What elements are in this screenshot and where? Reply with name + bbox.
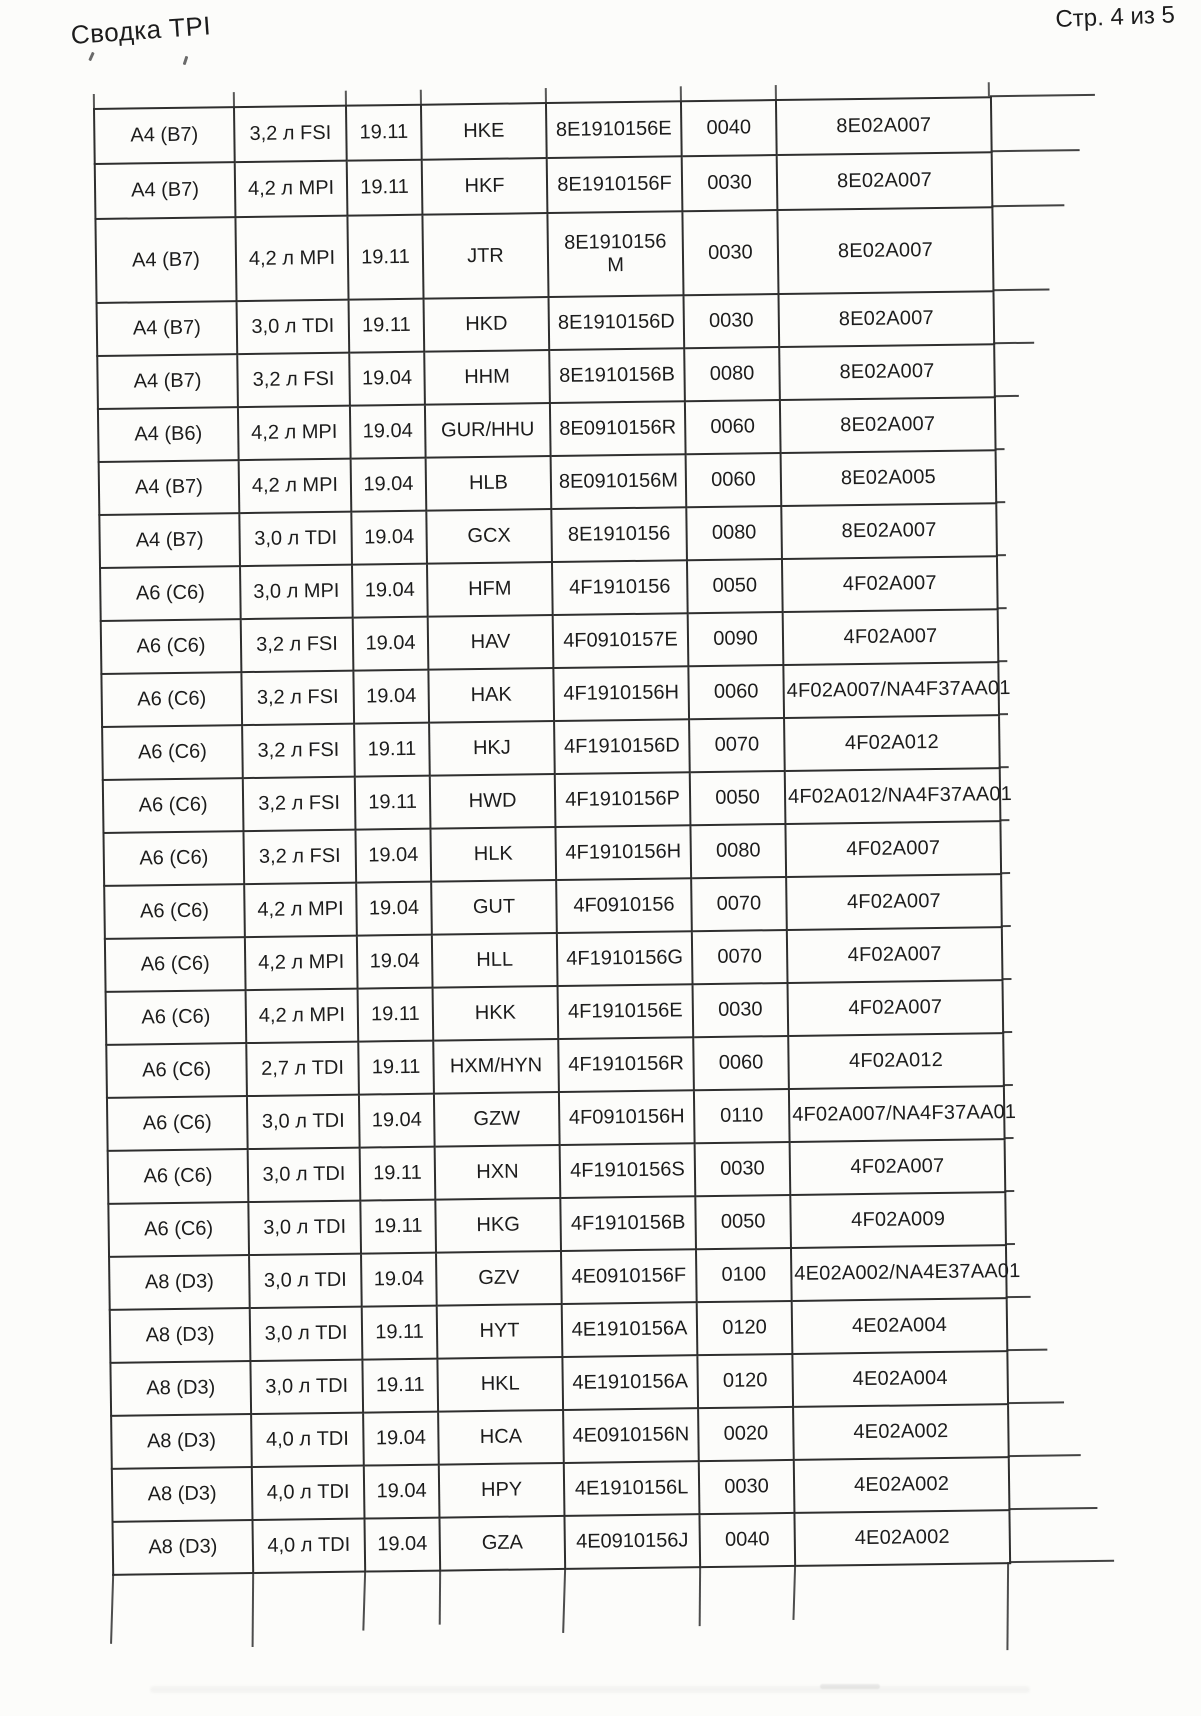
table-cell: 0080: [686, 506, 782, 560]
table-cell: HWD: [430, 774, 556, 829]
table-cell: 0080: [684, 347, 780, 401]
scan-line-stub: [233, 92, 235, 106]
table-cell: 4F1910156H: [555, 825, 691, 880]
table-cell: 19.11: [354, 723, 430, 777]
table-cell: 4E0910156N: [563, 1408, 699, 1463]
table-cell: 4F1910156G: [557, 931, 693, 986]
scan-line-stub: [545, 88, 547, 102]
table-cell: A8 (D3): [110, 1308, 251, 1363]
table-cell: 0120: [697, 1354, 793, 1408]
table-cell: 0060: [693, 1036, 789, 1090]
table-cell: GUR/HHU: [425, 403, 551, 458]
table-cell: A6 (C6): [108, 1149, 249, 1204]
table-cell: 4,2 л MPI: [245, 936, 358, 990]
table-cell: HCA: [438, 1410, 564, 1465]
table-cell: 19.04: [353, 617, 429, 671]
table-cell: 4,2 л MPI: [239, 459, 352, 513]
table-cell: 3,0 л TDI: [248, 1148, 361, 1202]
table-cell: HAV: [428, 615, 554, 670]
table-cell: GZW: [434, 1092, 560, 1147]
table-cell: JTR: [422, 213, 548, 299]
table-cell: 8E1910156D: [549, 295, 685, 350]
table-cell: A4 (B7): [99, 460, 240, 515]
table-cell: A6 (C6): [103, 778, 244, 833]
table-cell: 3,2 л FSI: [243, 777, 356, 831]
scan-line-overshoot: [996, 554, 1006, 556]
table-cell: 4,0 л TDI: [252, 1519, 365, 1573]
scan-line-overshoot: [995, 448, 1005, 450]
table-cell: 19.04: [357, 935, 433, 989]
table-cell: 19.11: [362, 1306, 438, 1360]
table-cell: A6 (C6): [104, 884, 245, 939]
table-cell: HAK: [428, 668, 554, 723]
table-cell: 0050: [695, 1195, 791, 1249]
scan-line-overshoot: [997, 660, 1007, 662]
table-cell: 4F0910157E: [553, 613, 689, 668]
table-cell: 0020: [698, 1407, 794, 1461]
table-cell: 0070: [689, 718, 785, 772]
table-cell: 4F1910156P: [555, 772, 691, 827]
table-cell: 4F0910156H: [559, 1090, 695, 1145]
table-cell: A4 (B7): [95, 162, 236, 219]
table-cell: A6 (C6): [103, 831, 244, 886]
table-cell: 4F02A007: [785, 821, 1001, 877]
scan-line-overshoot: [1001, 925, 1011, 927]
table-cell: 4F02A007/NA4F37AA01: [789, 1086, 1005, 1142]
scan-line-overshoot: [994, 395, 1019, 397]
table-cell: 19.04: [353, 670, 429, 724]
scan-line-tail: [439, 1570, 441, 1625]
page-number-indicator: Стр. 4 из 5: [1054, 1, 1176, 34]
table-cell: GUT: [431, 880, 557, 935]
table-cell: 19.04: [364, 1518, 440, 1572]
scan-line-overshoot: [992, 288, 1049, 291]
table-cell: 4E02A002: [794, 1457, 1010, 1513]
table-cell: 4E02A002: [793, 1404, 1009, 1460]
table-cell: 19.04: [359, 1094, 435, 1148]
table-cell: 0060: [685, 400, 781, 454]
scan-line-overshoot: [999, 819, 1009, 821]
table-cell: 19.04: [355, 829, 431, 883]
table-cell: 4F02A007: [788, 980, 1004, 1036]
table-cell: HFM: [427, 562, 553, 617]
table-cell: 19.11: [360, 1147, 436, 1201]
table-cell: 4F02A007/NA4F37AA01: [783, 662, 999, 718]
table-cell: A4 (B7): [97, 301, 238, 356]
scan-line-tail: [699, 1566, 701, 1626]
table-cell: 19.11: [347, 215, 423, 300]
table-cell: 8E1910156F: [547, 156, 683, 213]
table-cell: HYT: [437, 1304, 563, 1359]
table-cell: 4F02A007: [783, 609, 999, 665]
table-cell: 4F02A012/NA4F37AA01: [785, 768, 1001, 824]
table-cell: HKD: [424, 297, 550, 352]
table-cell: 0060: [688, 665, 784, 719]
table-cell: 8E1910156 M: [547, 211, 683, 297]
table-cell: 3,0 л TDI: [247, 1095, 360, 1149]
scan-line-overshoot: [990, 94, 1095, 97]
table-cell: A8 (D3): [109, 1255, 250, 1310]
scan-line-stub: [680, 86, 682, 100]
scan-line-overshoot: [995, 501, 1005, 503]
scan-line-overshoot: [998, 713, 1008, 715]
table-cell: HKF: [422, 158, 548, 215]
table-cell: 0110: [694, 1089, 790, 1143]
table-cell: 3,2 л FSI: [243, 830, 356, 884]
table-cell: 19.11: [360, 1200, 436, 1254]
table-cell: HKE: [421, 103, 547, 160]
table-cell: HXN: [435, 1145, 561, 1200]
scan-line-tail: [252, 1572, 255, 1647]
scan-line-tail: [1006, 1562, 1009, 1650]
table-cell: 3,0 л MPI: [240, 565, 353, 619]
table-cell: A4 (B7): [95, 217, 236, 303]
table-cell: 19.11: [358, 1041, 434, 1095]
table-cell: A4 (B6): [98, 407, 239, 462]
table-cell: 19.04: [352, 564, 428, 618]
table-cell: 0090: [688, 612, 784, 666]
table-cell: 0120: [697, 1301, 793, 1355]
table-cell: A8 (D3): [111, 1414, 252, 1469]
table-cell: 19.04: [363, 1412, 439, 1466]
table-cell: 4,2 л MPI: [246, 989, 359, 1043]
table-cell: HKG: [435, 1198, 561, 1253]
table-cell: 8E0910156M: [551, 454, 687, 509]
table-row: [113, 1510, 1011, 1575]
table-cell: 0080: [690, 824, 786, 878]
table-cell: A6 (C6): [108, 1202, 249, 1257]
table-cell: 4F02A007: [782, 556, 998, 612]
scan-smudge: [820, 1684, 880, 1689]
scan-line-overshoot: [1004, 1137, 1014, 1139]
table-cell: 0040: [681, 100, 777, 156]
stray-mark: [88, 52, 94, 61]
table-cell: 4F1910156E: [558, 984, 694, 1039]
scan-line-overshoot: [1006, 1296, 1031, 1298]
table-cell: 3,2 л FSI: [234, 106, 347, 162]
table-cell: 0070: [691, 877, 787, 931]
table-row: [95, 207, 993, 303]
table-cell: 4,0 л TDI: [251, 1413, 364, 1467]
table-cell: 4F0910156: [556, 878, 692, 933]
scan-line-overshoot: [1009, 1560, 1114, 1563]
table-cell: 4E02A002: [794, 1510, 1010, 1566]
table-cell: 0030: [684, 294, 780, 348]
table-cell: 4E02A002/NA4E37AA01: [791, 1245, 1007, 1301]
scan-line-overshoot: [1007, 1401, 1064, 1404]
scan-line-stub: [420, 90, 422, 104]
scan-line-tail: [562, 1568, 566, 1633]
table-cell: 8E1910156B: [549, 348, 685, 403]
table-cell: 4F1910156: [552, 560, 688, 615]
table-cell: A6 (C6): [102, 725, 243, 780]
tpi-table-region: [93, 96, 1021, 1574]
scan-line-tail: [110, 1574, 114, 1644]
table-cell: GZV: [436, 1251, 562, 1306]
table-cell: HXM/HYN: [433, 1039, 559, 1094]
table-cell: HHM: [424, 350, 550, 405]
table-cell: 3,2 л FSI: [241, 618, 354, 672]
scan-line-tail: [792, 1565, 796, 1620]
scan-line-overshoot: [991, 204, 1064, 207]
table-cell: 8E1910156E: [546, 101, 682, 158]
scan-line-overshoot: [991, 149, 1080, 152]
table-cell: A6 (C6): [100, 566, 241, 621]
table-cell: A4 (B7): [99, 513, 240, 568]
table-cell: 4F02A012: [788, 1033, 1004, 1089]
table-cell: 8E02A007: [777, 207, 993, 294]
table-cell: 2,7 л TDI: [246, 1042, 359, 1096]
table-cell: GZA: [439, 1516, 565, 1571]
table-cell: 8E02A007: [780, 397, 996, 453]
table-cell: 0050: [687, 559, 783, 613]
table-cell: 4F1910156B: [560, 1196, 696, 1251]
scan-line-tail: [362, 1571, 366, 1631]
table-cell: A6 (C6): [107, 1096, 248, 1151]
table-cell: 3,2 л FSI: [237, 353, 350, 407]
scan-smudge: [150, 1686, 1030, 1693]
table-cell: 4F1910156H: [553, 666, 689, 721]
table-cell: 3,0 л TDI: [249, 1254, 362, 1308]
table-cell: 4,2 л MPI: [238, 406, 351, 460]
table-cell: 4F1910156S: [560, 1143, 696, 1198]
table-cell: 4F1910156D: [554, 719, 690, 774]
table-cell: 19.11: [349, 299, 425, 353]
table-cell: 4F02A007: [790, 1139, 1006, 1195]
table-cell: HKJ: [429, 721, 555, 776]
scan-line-stub: [93, 94, 95, 108]
scan-line-overshoot: [1001, 978, 1011, 980]
table-cell: 3,0 л TDI: [239, 512, 352, 566]
table-cell: 3,2 л FSI: [242, 724, 355, 778]
table-cell: 4F02A007: [787, 927, 1003, 983]
table-cell: 19.04: [350, 405, 426, 459]
table-cell: 4E1910156A: [562, 1355, 698, 1410]
table-cell: 8E02A007: [779, 344, 995, 400]
table-cell: 0030: [682, 210, 778, 295]
table-cell: 19.11: [358, 988, 434, 1042]
table-cell: HLL: [432, 933, 558, 988]
table-cell: 3,0 л TDI: [250, 1360, 363, 1414]
table-cell: 0100: [696, 1248, 792, 1302]
table-cell: 19.11: [355, 776, 431, 830]
scan-line-overshoot: [997, 607, 1007, 609]
table-cell: 0030: [682, 155, 778, 211]
table-cell: 0030: [695, 1142, 791, 1196]
table-cell: 4,2 л MPI: [244, 883, 357, 937]
document-title: Сводка TPI: [69, 10, 213, 51]
table-cell: 4,2 л MPI: [235, 216, 348, 301]
table-cell: GCX: [426, 509, 552, 564]
table-cell: 8E1910156: [551, 507, 687, 562]
table-cell: A6 (C6): [106, 1043, 247, 1098]
table-cell: 4E1910156A: [562, 1302, 698, 1357]
table-cell: 3,0 л TDI: [248, 1201, 361, 1255]
table-cell: 0060: [686, 453, 782, 507]
table-cell: 8E0910156R: [550, 401, 686, 456]
table-cell: 19.04: [361, 1253, 437, 1307]
table-cell: 3,0 л TDI: [237, 300, 350, 354]
scan-line-overshoot: [1004, 1190, 1014, 1192]
table-cell: A6 (C6): [105, 937, 246, 992]
scan-line-overshoot: [993, 342, 1034, 345]
table-cell: A8 (D3): [110, 1361, 251, 1416]
table-cell: 4F02A007: [786, 874, 1002, 930]
table-cell: 4,2 л MPI: [235, 161, 348, 217]
table-cell: 4E1910156L: [564, 1461, 700, 1516]
table-cell: 0050: [690, 771, 786, 825]
table-cell: 19.04: [349, 352, 425, 406]
scan-line-stub: [988, 82, 990, 96]
scan-line-overshoot: [1005, 1243, 1015, 1245]
table-cell: 3,0 л TDI: [250, 1307, 363, 1361]
table-cell: 19.04: [351, 511, 427, 565]
table-cell: 19.11: [347, 160, 423, 216]
table-cell: 0030: [699, 1460, 795, 1514]
table-cell: 0040: [699, 1513, 795, 1567]
table-cell: 4E02A004: [792, 1298, 1008, 1354]
table-cell: 4E02A004: [792, 1351, 1008, 1407]
table-cell: 4E0910156F: [561, 1249, 697, 1304]
scan-line-overshoot: [1008, 1454, 1081, 1457]
table-cell: HLB: [426, 456, 552, 511]
scan-line-overshoot: [999, 766, 1009, 768]
scan-line-overshoot: [1000, 872, 1010, 874]
tpi-summary-table: [93, 96, 1021, 1576]
table-cell: 8E02A007: [777, 152, 993, 210]
table-cell: 19.04: [351, 458, 427, 512]
table-cell: 19.04: [356, 882, 432, 936]
table-cell: 8E02A007: [778, 291, 994, 347]
table-cell: 4E0910156J: [564, 1514, 700, 1569]
table-cell: 19.11: [346, 105, 422, 161]
table-cell: HKL: [437, 1357, 563, 1412]
table-cell: 4F1910156R: [558, 1037, 694, 1092]
table-cell: A6 (C6): [101, 619, 242, 674]
table-cell: A6 (C6): [101, 672, 242, 727]
scan-line-overshoot: [1003, 1084, 1013, 1086]
table-cell: HKK: [433, 986, 559, 1041]
table-cell: A8 (D3): [113, 1520, 254, 1575]
table-cell: 3,2 л FSI: [241, 671, 354, 725]
scan-line-overshoot: [1006, 1349, 1047, 1352]
table-cell: A6 (C6): [106, 990, 247, 1045]
table-cell: 19.04: [364, 1465, 440, 1519]
table-cell: HLK: [430, 827, 556, 882]
table-cell: 8E02A007: [781, 503, 997, 559]
table-cell: A4 (B7): [97, 354, 238, 409]
table-cell: 8E02A007: [776, 97, 992, 155]
table-cell: 4F02A009: [790, 1192, 1006, 1248]
stray-mark: [183, 56, 189, 65]
scan-line-stub: [345, 91, 347, 105]
table-cell: 0070: [692, 930, 788, 984]
scan-line-stub: [775, 85, 777, 99]
scan-line-overshoot: [1008, 1507, 1097, 1510]
table-cell: A4 (B7): [94, 107, 235, 164]
table-cell: 4,0 л TDI: [252, 1466, 365, 1520]
table-cell: HPY: [439, 1463, 565, 1518]
table-cell: A8 (D3): [112, 1467, 253, 1522]
table-cell: 19.11: [362, 1359, 438, 1413]
table-cell: 0030: [693, 983, 789, 1037]
table-cell: 8E02A005: [781, 450, 997, 506]
scan-line-overshoot: [1002, 1031, 1012, 1033]
table-cell: 4F02A012: [784, 715, 1000, 771]
